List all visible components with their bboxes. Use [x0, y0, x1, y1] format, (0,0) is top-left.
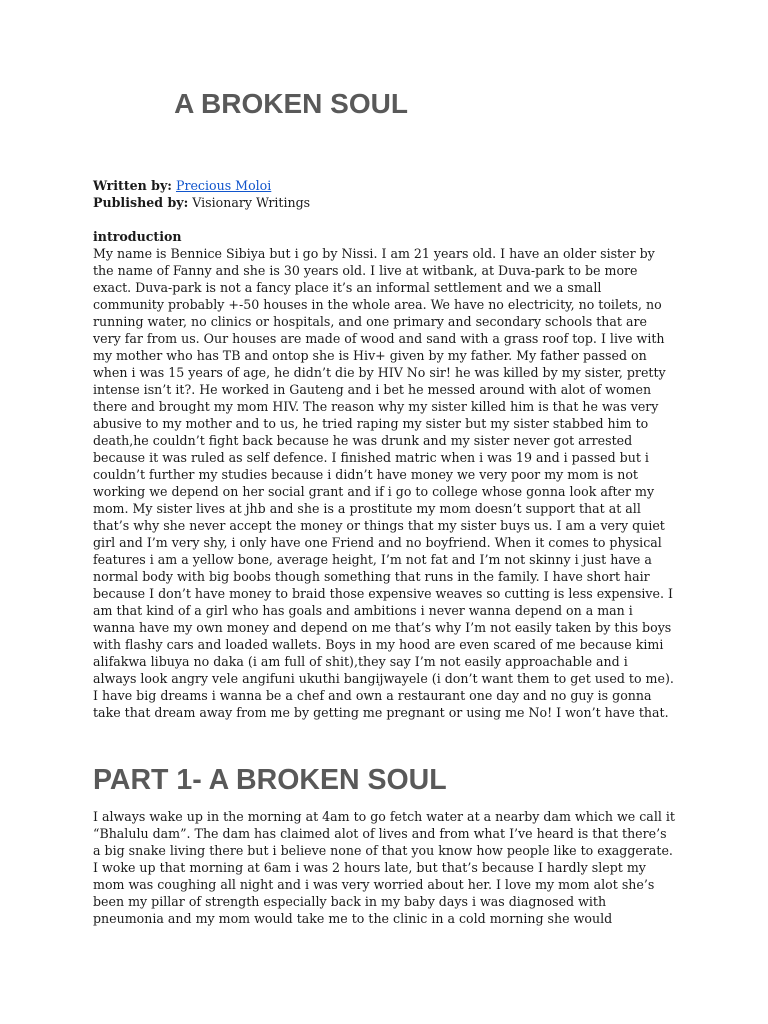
part-1-heading: PART 1- A BROKEN SOUL: [93, 764, 447, 796]
published-by-line: [93, 194, 675, 211]
author-link[interactable]: Precious Moloi: [175, 178, 272, 193]
written-by-label: Written by:: [93, 178, 172, 193]
document-metadata: [93, 177, 675, 211]
introduction-section: [93, 228, 675, 721]
part-1-paragraph: I always wake up in the morning at 4am to go fetch water at a nearby dam which we call it “Bhalulu dam”. The dam has claimed alot of lives and from what I’ve heard is that there’s a big snake living there but i believe none of that you know how people like to exaggerate. I woke up that morning at 6am i was 2 hours late, but that’s because I hardly slept my mom was coughing all night and i was very worried about her. I love my mom alot she’s been my pillar of strength especially back in my baby days i was diagnosed with pneumonia and my mom would take me to the clinic in a cold morning she would: [93, 809, 675, 926]
document-title: A BROKEN SOUL: [174, 88, 408, 119]
written-by-line: [93, 177, 675, 194]
introduction-paragraph: My name is Bennice Sibiya but i go by Nissi. I am 21 years old. I have an older sister by the name of Fanny and she is 30 years old. I live at witbank, at Duva-park to be more exact. Duva-park is not a fancy place it’s an informal settlement and we a small community probably +-50 houses in the whole area. We have no electricity, no toilets, no running water, no clinics or hospitals, and one primary and secondary schools that are very far from us. Our houses are made of wood and sand with a grass roof top. I live with my mother who has TB and ontop she is Hiv+ given by my father. My father passed on when i was 15 years of age, he didn’t die by HIV No sir! he was killed by my sister, pretty intense isn’t it?. He worked in Gauteng and i bet he messed around with alot of women there and brought my mom HIV. The reason why my sister killed him is that he was very abusive to my mother and to us, he tried raping my sister but my sister stabbed him to death,he couldn’t fight back because he was drunk and my sister never got arrested because it was ruled as self defence. I finished matric when i was 19 and i passed but i couldn’t further my studies because i didn’t have money we very poor my mom is not working we depend on her social grant and if i go to college whose gonna look after my mom. My sister lives at jhb and she is a prostitute my mom doesn’t support that at all that’s why she never accept the money or things that my sister buys us. I am a very quiet girl and I’m very shy, i only have one Friend and no boyfriend. When it comes to physical features i am a yellow bone, average height, I’m not fat and I’m not skinny i just have a normal body with big boobs though something that runs in the family. I have short hair because I don’t have money to braid those expensive weaves so cutting is less expensive. I am that kind of a girl who has goals and ambitions i never wanna depend on a man i wanna have my own money and depend on me that’s why I’m not easily taken by this boys with flashy cars and loaded wallets. Boys in my hood are even scared of me because kimi alifakwa libuya no daka (i am full of shit),they say I’m not easily approachable and i always look angry vele angifuni ukuthi bangijwayele (i don’t want them to get used to me). I have big dreams i wanna be a chef and own a restaurant one day and no guy is gonna take that dream away from me by getting me pregnant or using me No! I won’t have that.: [93, 246, 674, 720]
introduction-heading: introduction: [93, 229, 182, 244]
published-by-label: Published by:: [93, 195, 189, 210]
publisher-name: Visionary Writings: [192, 195, 311, 210]
